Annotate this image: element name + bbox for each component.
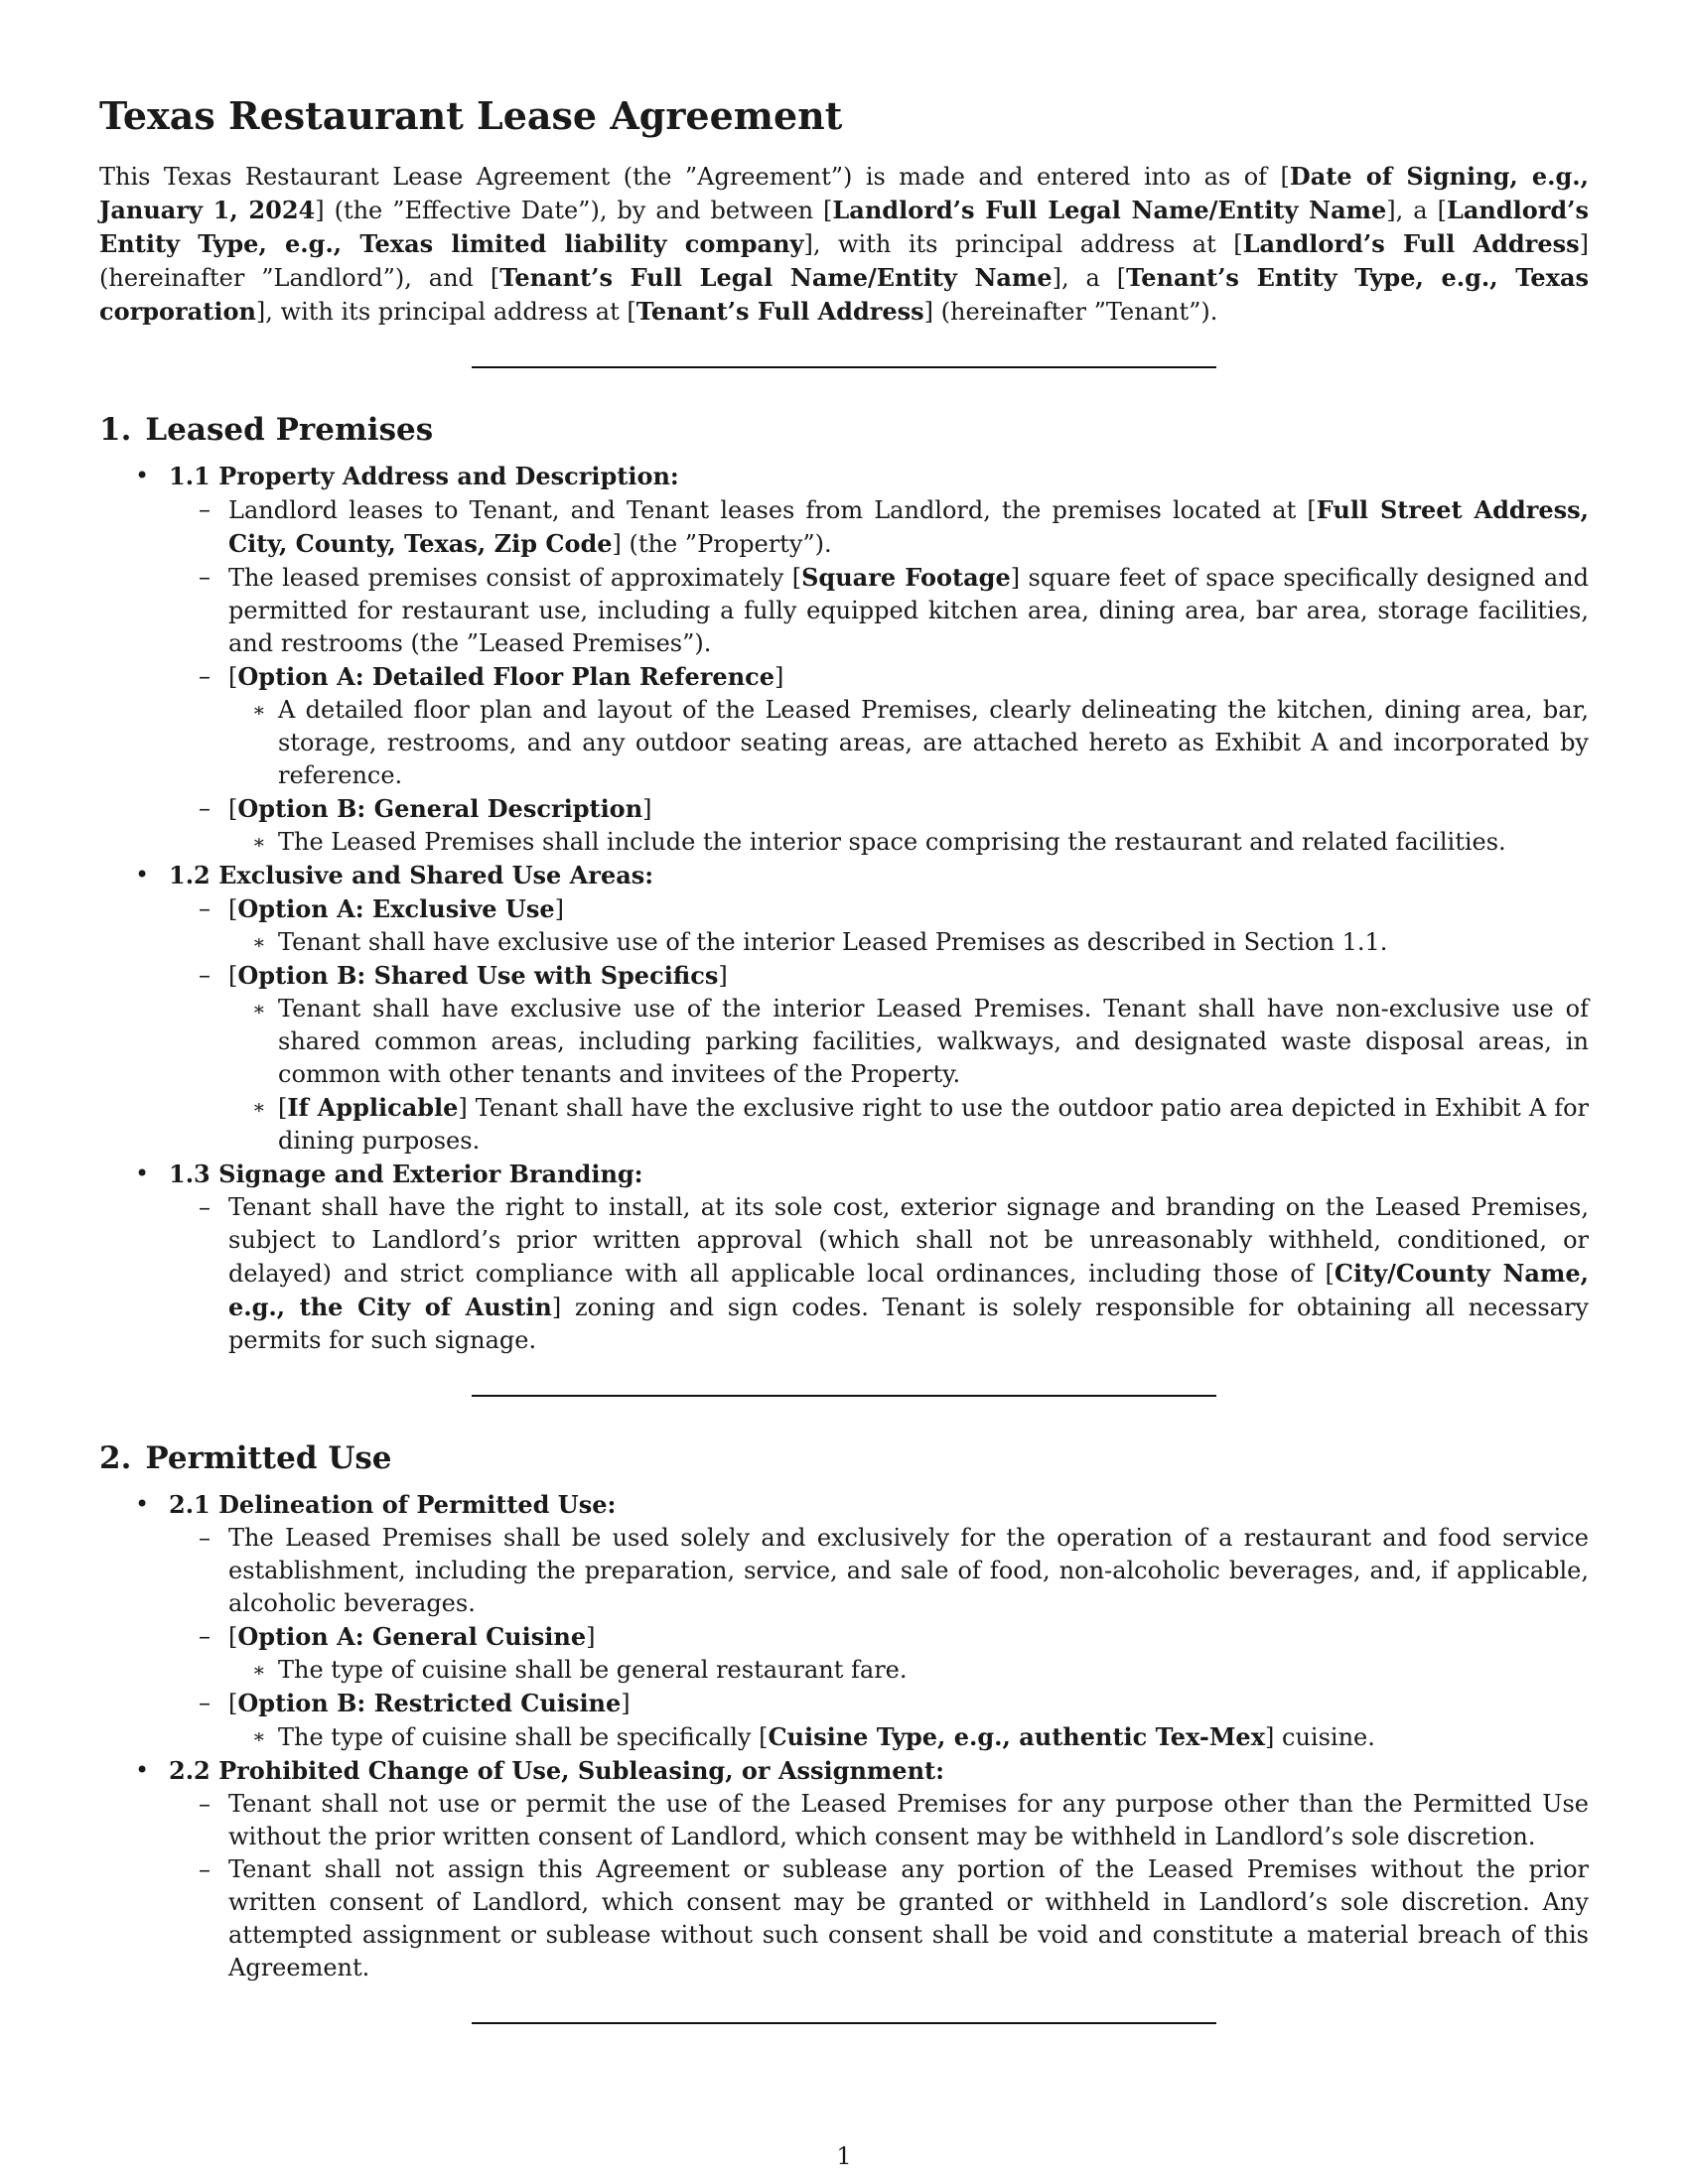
clause-item bbox=[169, 792, 1589, 859]
body-text: Tenant shall have exclusive use of the interior Leased Premises as described in Section 1.1. bbox=[278, 928, 1388, 956]
option-detail-text bbox=[278, 1656, 908, 1684]
clause-text bbox=[228, 795, 652, 823]
dash-marker: – bbox=[199, 1524, 211, 1552]
body-text: ] square feet of space specifically designed and permitted for restaurant use, including a fully equipped kitchen area, dining area, bar area, storage facilities, and restrooms (the ”Leased Premises”). bbox=[228, 564, 1590, 657]
intro-paragraph bbox=[99, 160, 1589, 329]
option-detail-item bbox=[228, 1091, 1589, 1158]
sections-container bbox=[99, 412, 1589, 2024]
placeholder-text: Option A: General Cuisine bbox=[237, 1622, 587, 1651]
section-number: 2. bbox=[99, 1440, 132, 1476]
clause-item bbox=[169, 1620, 1589, 1687]
subsection-heading: 1.2 Exclusive and Shared Use Areas: bbox=[169, 861, 654, 889]
placeholder-text: Landlord’s Full Legal Name/Entity Name bbox=[832, 196, 1387, 224]
body-text: ] bbox=[621, 1690, 631, 1717]
clause-text bbox=[228, 1855, 1589, 1981]
subsection-item bbox=[99, 859, 1589, 1158]
placeholder-text: Landlord’s Full Address bbox=[1242, 229, 1580, 258]
body-text: A detailed floor plan and layout of the Leased Premises, clearly delineating the kitchen, dining area, bar, storage, restrooms, and any outdoor seating areas, are attached hereto as Exhibit A and incorporated by reference. bbox=[278, 696, 1589, 789]
body-text: [ bbox=[278, 1094, 288, 1122]
section-title: Leased Premises bbox=[145, 412, 434, 448]
asterisk-marker: ∗ bbox=[252, 830, 266, 854]
placeholder-text: Option A: Detailed Floor Plan Reference bbox=[237, 662, 775, 691]
body-text: ] zoning and sign codes. Tenant is solely responsible for obtaining all necessary permits for such signage. bbox=[228, 1294, 1589, 1354]
document-page bbox=[99, 79, 1589, 2024]
clause-item bbox=[169, 1788, 1589, 1853]
body-text: The type of cuisine shall be general restaurant fare. bbox=[278, 1656, 908, 1684]
placeholder-text: Square Footage bbox=[801, 563, 1011, 592]
dash-marker: – bbox=[199, 495, 211, 523]
clause-item bbox=[169, 1191, 1589, 1357]
body-text: [ bbox=[228, 895, 238, 923]
subsection-item bbox=[99, 460, 1589, 859]
clause-item bbox=[169, 1687, 1589, 1754]
body-text: ] Tenant shall have the exclusive right to use the outdoor patio area depicted in Exhibit A for dining purposes. bbox=[278, 1094, 1589, 1155]
option-detail-item bbox=[228, 826, 1589, 859]
option-detail-list bbox=[228, 826, 1589, 859]
placeholder-text: Landlord’s Entity Type, e.g., Texas limited liability company bbox=[99, 196, 1590, 258]
option-detail-list bbox=[228, 1654, 1589, 1687]
section-title: Permitted Use bbox=[145, 1440, 392, 1476]
body-text: ] cuisine. bbox=[1265, 1723, 1375, 1751]
horizontal-rule bbox=[472, 366, 1216, 368]
option-detail-item bbox=[228, 694, 1589, 792]
placeholder-text: Option B: Restricted Cuisine bbox=[237, 1689, 622, 1717]
placeholder-text: City/County Name, e.g., the City of Austin bbox=[228, 1259, 1590, 1321]
placeholder-text: Cuisine Type, e.g., authentic Tex-Mex bbox=[768, 1722, 1266, 1751]
page-number: 1 bbox=[836, 2142, 852, 2170]
clause-item bbox=[169, 892, 1589, 959]
clause-list bbox=[169, 1191, 1589, 1357]
option-detail-list bbox=[228, 1720, 1589, 1754]
body-text: [ bbox=[228, 795, 238, 823]
option-detail-text bbox=[278, 696, 1589, 789]
bullet-marker: • bbox=[135, 1756, 150, 1784]
option-detail-text bbox=[278, 1094, 1589, 1155]
placeholder-text: Full Street Address, City, County, Texas, Zip Code bbox=[228, 495, 1589, 558]
subsection-heading: 2.2 Prohibited Change of Use, Subleasing, or Assignment: bbox=[169, 1756, 944, 1785]
body-text: This Texas Restaurant Lease Agreement (the ”Agreement”) is made and entered into as of bbox=[99, 163, 1281, 191]
dash-marker: – bbox=[199, 1790, 211, 1818]
section-1 bbox=[99, 412, 1589, 1397]
clause-item bbox=[169, 1853, 1589, 1984]
option-detail-item bbox=[228, 926, 1589, 959]
clause-item bbox=[169, 959, 1589, 1158]
placeholder-text: If Applicable bbox=[287, 1093, 459, 1122]
clause-text bbox=[228, 496, 1589, 558]
bullet-marker: • bbox=[135, 861, 150, 888]
body-text: ] (hereinafter ”Landlord”), and [ bbox=[99, 230, 1589, 292]
clause-item bbox=[169, 1522, 1589, 1620]
body-text: ] bbox=[718, 962, 728, 990]
body-text: ] bbox=[642, 795, 652, 823]
dash-marker: – bbox=[199, 794, 211, 822]
subsection-item bbox=[99, 1754, 1589, 1984]
horizontal-rule bbox=[472, 2022, 1216, 2024]
body-text: ], with its principal address at [ bbox=[255, 298, 636, 326]
body-text: [ bbox=[1280, 163, 1290, 191]
asterisk-marker: ∗ bbox=[252, 1724, 266, 1748]
subsection-item bbox=[99, 1158, 1589, 1357]
dash-marker: – bbox=[199, 662, 211, 690]
asterisk-marker: ∗ bbox=[252, 698, 266, 722]
document-title: Texas Restaurant Lease Agreement bbox=[99, 93, 843, 138]
placeholder-text: Option A: Exclusive Use bbox=[237, 894, 555, 923]
asterisk-marker: ∗ bbox=[252, 997, 266, 1021]
dash-marker: – bbox=[199, 894, 211, 922]
body-text: [ bbox=[228, 1623, 238, 1651]
option-detail-text bbox=[278, 995, 1589, 1088]
placeholder-text: Option B: General Description bbox=[237, 794, 643, 823]
dash-marker: – bbox=[199, 1689, 211, 1716]
body-text: The Leased Premises shall be used solely and exclusively for the operation of a restaurant and food service establishment, including the preparation, service, and sale of food, non-alcoholic beverages, and, if applicable, alcoholic beverages. bbox=[228, 1524, 1589, 1617]
bullet-marker: • bbox=[135, 462, 150, 489]
asterisk-marker: ∗ bbox=[252, 930, 266, 954]
body-text: ], a [ bbox=[1052, 264, 1127, 292]
body-text: ] (the ”Property”). bbox=[612, 530, 832, 558]
clause-item bbox=[169, 493, 1589, 561]
clause-item bbox=[169, 660, 1589, 792]
section-number: 1. bbox=[99, 412, 132, 448]
dash-marker: – bbox=[199, 1193, 211, 1221]
body-text: ] (hereinafter ”Tenant”). bbox=[923, 298, 1218, 326]
clause-text bbox=[228, 663, 783, 691]
option-detail-item bbox=[228, 993, 1589, 1091]
body-text: ] (the ”Effective Date”), by and between [ bbox=[315, 197, 833, 224]
section-heading bbox=[99, 1440, 1589, 1476]
option-detail-list bbox=[228, 993, 1589, 1158]
placeholder-text: Tenant’s Full Legal Name/Entity Name bbox=[499, 263, 1053, 292]
body-text: ], with its principal address at [ bbox=[803, 230, 1243, 258]
option-detail-item bbox=[228, 1720, 1589, 1754]
option-detail-item bbox=[228, 1654, 1589, 1687]
placeholder-text: Tenant’s Full Address bbox=[635, 297, 924, 326]
body-text: [ bbox=[228, 663, 238, 691]
clause-list bbox=[169, 892, 1589, 1158]
clause-text bbox=[228, 1524, 1589, 1617]
dash-marker: – bbox=[199, 1855, 211, 1883]
subsection-list bbox=[99, 460, 1589, 1357]
body-text: Landlord leases to Tenant, and Tenant leases from Landlord, the premises located at [ bbox=[228, 496, 1317, 524]
body-text: ] bbox=[774, 663, 784, 691]
clause-text bbox=[228, 564, 1589, 657]
body-text: [ bbox=[228, 1690, 238, 1717]
subsection-list bbox=[99, 1488, 1589, 1984]
asterisk-marker: ∗ bbox=[252, 1095, 266, 1119]
clause-text bbox=[228, 1790, 1589, 1850]
body-text: Tenant shall have exclusive use of the interior Leased Premises. Tenant shall have non-exclusive use of shared common areas, including parking facilities, walkways, and designated waste disposal areas, in common with other tenants and invitees of the Property. bbox=[278, 995, 1589, 1088]
asterisk-marker: ∗ bbox=[252, 1658, 266, 1682]
option-detail-list bbox=[228, 926, 1589, 959]
body-text: The type of cuisine shall be specifically [ bbox=[278, 1723, 769, 1751]
horizontal-rule bbox=[472, 1395, 1216, 1397]
placeholder-text: Tenant’s Entity Type, e.g., Texas corporation bbox=[99, 263, 1590, 326]
clause-list bbox=[169, 1522, 1589, 1754]
clause-list bbox=[169, 493, 1589, 859]
body-text: Tenant shall not assign this Agreement or sublease any portion of the Leased Premises without the prior written consent of Landlord, which consent may be granted or withheld in Landlord’s sole discretion. Any attempted assignment or sublease without such consent shall be void and constitute a material breach of this Agreement. bbox=[228, 1855, 1589, 1981]
placeholder-text: Date of Signing, e.g., January 1, 2024 bbox=[99, 162, 1590, 224]
option-detail-list bbox=[228, 694, 1589, 792]
subsection-heading: 2.1 Delineation of Permitted Use: bbox=[169, 1490, 617, 1519]
subsection-item bbox=[99, 1488, 1589, 1754]
subsection-heading: 1.1 Property Address and Description: bbox=[169, 462, 679, 490]
clause-text bbox=[228, 1690, 631, 1717]
body-text: The Leased Premises shall include the interior space comprising the restaurant and related facilities. bbox=[278, 828, 1506, 856]
bullet-marker: • bbox=[135, 1490, 150, 1518]
clause-item bbox=[169, 561, 1589, 660]
section-2 bbox=[99, 1440, 1589, 2024]
bullet-marker: • bbox=[135, 1160, 150, 1187]
option-detail-text bbox=[278, 928, 1387, 956]
dash-marker: – bbox=[199, 563, 211, 591]
section-heading bbox=[99, 412, 1589, 448]
dash-marker: – bbox=[199, 1622, 211, 1650]
subsection-heading: 1.3 Signage and Exterior Branding: bbox=[169, 1160, 643, 1188]
body-text: ] bbox=[586, 1623, 596, 1651]
body-text: Tenant shall not use or permit the use of the Leased Premises for any purpose other than the Permitted Use without the prior written consent of Landlord, which consent may be withheld in Landlord’s sole discretion. bbox=[228, 1790, 1589, 1850]
dash-marker: – bbox=[199, 961, 211, 989]
body-text: ], a [ bbox=[1386, 197, 1447, 224]
clause-text bbox=[228, 1623, 595, 1651]
placeholder-text: Option B: Shared Use with Specifics bbox=[237, 961, 719, 990]
clause-text bbox=[228, 1193, 1589, 1354]
clause-list bbox=[169, 1788, 1589, 1984]
option-detail-text bbox=[278, 828, 1506, 856]
body-text: ] bbox=[554, 895, 564, 923]
clause-text bbox=[228, 962, 728, 990]
option-detail-text bbox=[278, 1723, 1375, 1751]
body-text: The leased premises consist of approximately [ bbox=[228, 564, 802, 592]
clause-text bbox=[228, 895, 564, 923]
body-text: Tenant shall have the right to install, at its sole cost, exterior signage and branding on the Leased Premises, subject to Landlord’s prior written approval (which shall not be unreasonably withheld, conditioned, or delayed) and strict compliance with all applicable local ordinances, including those of [ bbox=[228, 1193, 1589, 1288]
body-text: [ bbox=[228, 962, 238, 990]
